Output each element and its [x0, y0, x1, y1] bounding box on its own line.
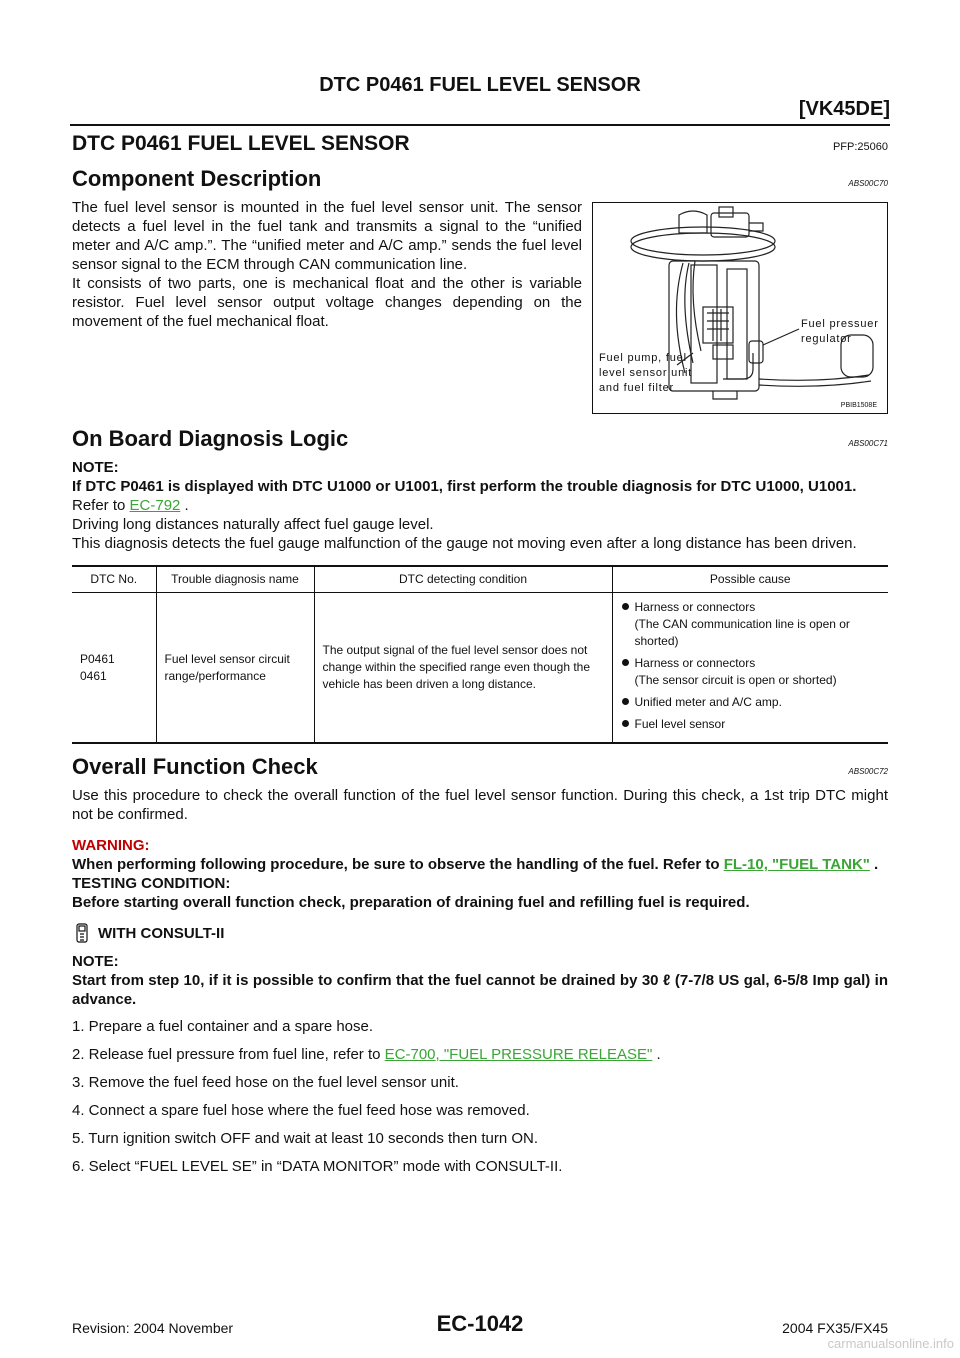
cell-detecting-condition: The output signal of the fuel level sensor does not change within the specified range even though the vehicle has been driven a long distance.: [314, 593, 612, 744]
footer-page-number: EC-1042: [436, 1311, 524, 1336]
cause-detail: (The sensor circuit is open or shorted): [634, 673, 837, 687]
dtc-table: [72, 565, 888, 744]
testing-condition-label: TESTING CONDITION:: [72, 875, 231, 892]
list-item: [621, 655, 881, 689]
label-regulator-line-1: Fuel pressuer: [801, 318, 879, 330]
page-content: [72, 128, 888, 1185]
header-detecting-condition: DTC detecting condition: [314, 566, 612, 593]
heading-text: Overall Function Check: [72, 754, 318, 779]
cause-main: Harness or connectors: [634, 656, 756, 670]
running-header-title: DTC P0461 FUEL LEVEL SENSOR: [319, 74, 641, 96]
reference-code: ABS00C72: [848, 767, 888, 776]
step-1: 1. Prepare a fuel container and a spare hose.: [72, 1018, 374, 1035]
header-divider: [70, 124, 890, 126]
header-diagnosis-name: Trouble diagnosis name: [156, 566, 314, 593]
step-2-text: 2. Release fuel pressure from fuel line, refer to: [72, 1046, 385, 1063]
consult-ii-heading: [72, 922, 888, 944]
component-description-block: [72, 198, 888, 414]
warning-label: WARNING:: [72, 837, 150, 854]
watermark: carmanualsonline.info: [827, 1336, 954, 1351]
label-fuel-pump-unit: [599, 351, 692, 396]
fuel-pump-unit-illustration: [592, 202, 888, 414]
overall-function-heading: [72, 754, 888, 780]
link-fl-10[interactable]: FL-10, "FUEL TANK": [723, 856, 870, 873]
consult-ii-text: WITH CONSULT-II: [98, 924, 225, 942]
bullet-icon: [622, 720, 629, 727]
cause-main: Harness or connectors: [634, 600, 756, 614]
cause-main: Unified meter and A/C amp.: [634, 695, 782, 709]
component-paragraph-1: The fuel level sensor is mounted in the fuel level sensor unit. The sensor detects a fuel level in the fuel tank and transmits a signal to the “unified meter and A/C amp.”. The “unified meter and A/C amp.” sends the fuel level sensor signal to the ECM through CAN communication line.: [72, 199, 582, 273]
cause-list: [621, 599, 881, 733]
bullet-icon: [622, 659, 629, 666]
component-description-text: [72, 198, 582, 414]
cause-detail: (The CAN communication line is open or shorted): [634, 617, 850, 648]
step-2: [72, 1045, 888, 1064]
heading-text: On Board Diagnosis Logic: [72, 426, 349, 451]
obd-line-1: Driving long distances naturally affect fuel gauge level.: [72, 516, 434, 533]
warning-end: .: [869, 856, 879, 873]
label-regulator-line-2: regulator: [801, 333, 852, 345]
label-regulator: [801, 317, 879, 347]
bullet-icon: [622, 603, 629, 610]
obd-line-2: This diagnosis detects the fuel gauge malfunction of the gauge not moving even after a long distance has been driven.: [72, 535, 857, 552]
list-item: [621, 716, 881, 733]
note-bold-text: If DTC P0461 is displayed with DTC U1000 or U1001, first perform the trouble diagnosis for DTC U1000, U1001.: [72, 478, 857, 495]
procedure-steps: [72, 1017, 888, 1176]
note-end: .: [180, 497, 189, 514]
figure-code: PBIB1508E: [840, 402, 877, 409]
pfp-code: PFP:25060: [832, 141, 888, 153]
table-header-row: [72, 566, 888, 593]
note2-text: Start from step 10, if it is possible to confirm that the fuel cannot be drained by 30 ℓ (7-7/8 US gal, 6-5/8 Imp gal) in advance.: [72, 972, 888, 1008]
header-dtc-no: DTC No.: [72, 566, 156, 593]
testing-condition-text: Before starting overall function check, preparation of draining fuel and refilling fuel is required.: [72, 894, 750, 911]
section-title: DTC P0461 FUEL LEVEL SENSOR: [72, 132, 410, 155]
link-ec-700[interactable]: EC-700, "FUEL PRESSURE RELEASE": [384, 1046, 653, 1063]
step-5: 5. Turn ignition switch OFF and wait at least 10 seconds then turn ON.: [72, 1130, 539, 1147]
table-row: [72, 593, 888, 744]
reference-code: ABS00C70: [848, 179, 888, 188]
note-refer-text: Refer to: [72, 497, 130, 514]
cell-possible-cause: [612, 593, 888, 744]
note-label: NOTE:: [72, 459, 119, 476]
engine-code: [VK45DE]: [798, 98, 890, 120]
label-unit-line-1: Fuel pump, fuel: [599, 352, 687, 364]
heading-text: Component Description: [72, 166, 322, 191]
warning-text: [72, 855, 888, 874]
step-6: 6. Select “FUEL LEVEL SE” in “DATA MONITOR” mode with CONSULT-II.: [72, 1158, 563, 1175]
section-title-row: [72, 132, 888, 156]
list-item: [621, 694, 881, 711]
warning-body: When performing following procedure, be sure to observe the handling of the fuel. Refer to: [72, 856, 724, 873]
step-2-end: .: [652, 1046, 661, 1063]
obd-heading: [72, 426, 888, 452]
cell-diagnosis-name: Fuel level sensor circuit range/performance: [156, 593, 314, 744]
link-ec-792[interactable]: EC-792: [129, 497, 181, 514]
obd-note: [72, 477, 888, 515]
component-paragraph-2: It consists of two parts, one is mechanical float and the other is variable resistor. Fuel level sensor output voltage changes depending on the movement of the fuel mechanical float.: [72, 275, 582, 330]
step-4: 4. Connect a spare fuel hose where the fuel feed hose was removed.: [72, 1102, 530, 1119]
list-item: [621, 599, 881, 650]
footer-revision: Revision: 2004 November: [72, 1320, 234, 1336]
label-unit-line-3: and fuel filter: [599, 382, 674, 394]
dtc-code-1: P0461: [80, 651, 115, 666]
cause-main: Fuel level sensor: [634, 717, 726, 731]
step-3: 3. Remove the fuel feed hose on the fuel level sensor unit.: [72, 1074, 459, 1091]
consult-tool-icon: [72, 922, 92, 944]
cell-dtc-no: [72, 593, 156, 744]
reference-code: ABS00C71: [848, 439, 888, 448]
note2-label: NOTE:: [72, 953, 119, 970]
label-unit-line-2: level sensor unit: [599, 367, 693, 379]
footer-model: 2004 FX35/FX45: [782, 1320, 888, 1336]
overall-intro: Use this procedure to check the overall function of the fuel level sensor function. During this check, a 1st trip DTC might not be confirmed.: [72, 787, 888, 823]
header-possible-cause: Possible cause: [612, 566, 888, 593]
component-description-heading: [72, 166, 888, 192]
bullet-icon: [622, 698, 629, 705]
dtc-code-2: 0461: [80, 668, 107, 683]
